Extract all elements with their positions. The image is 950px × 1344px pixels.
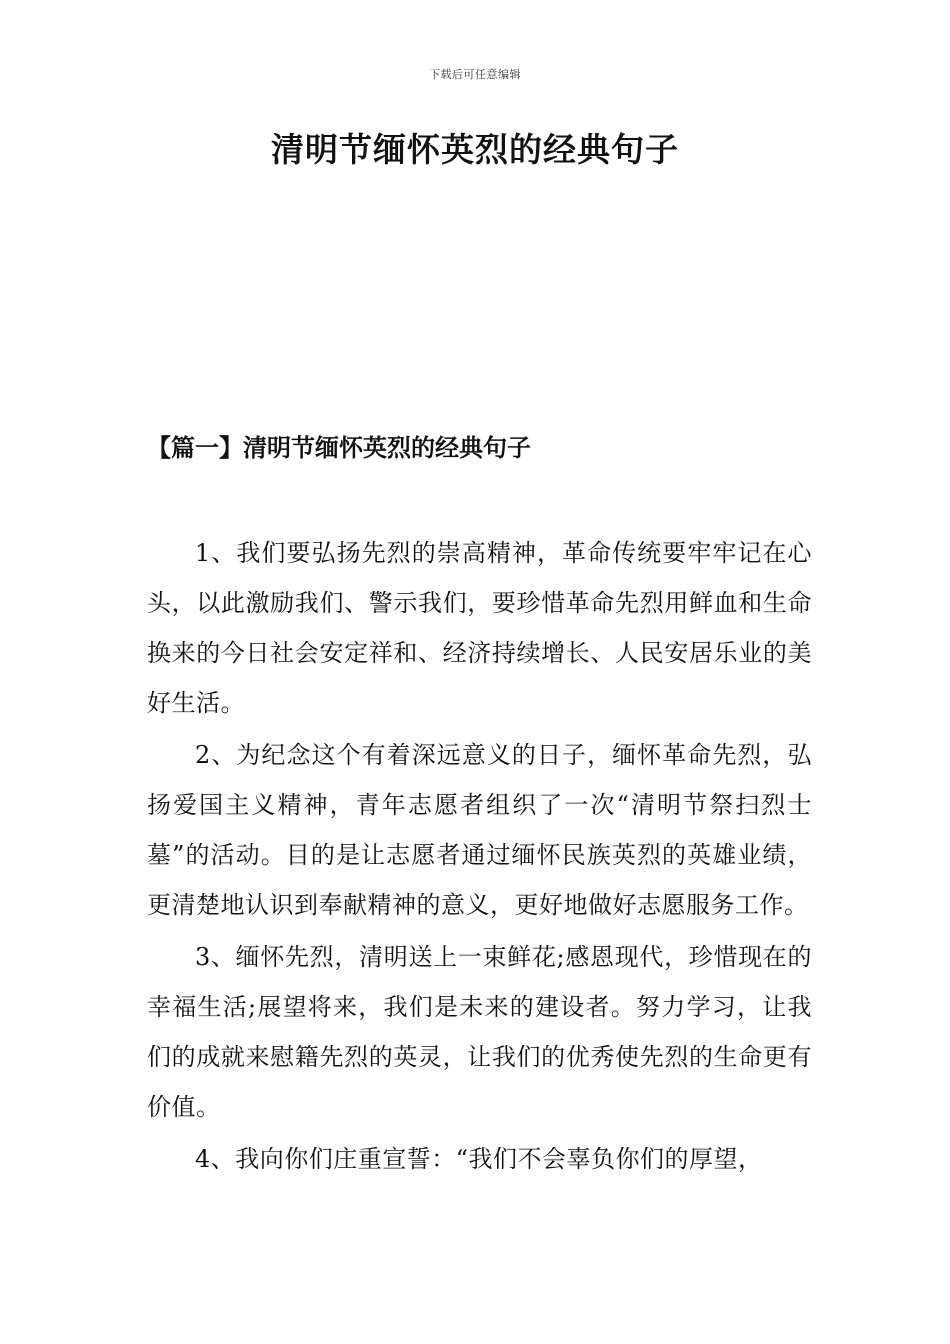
- document-body: [147, 528, 812, 1186]
- document-title: 清明节缅怀英烈的经典句子: [271, 130, 679, 169]
- paragraph-4: 4、我向你们庄重宣誓：“我们不会辜负你们的厚望，: [195, 1145, 763, 1173]
- paragraph-2: 2、为纪念这个有着深远意义的日子，缅怀革命先烈，弘扬爱国主义精神，青年志愿者组织了一次“清明节祭扫烈士墓”的活动。目的是让志愿者通过缅怀民族英烈的英雄业绩，更清楚地认识到奉献精神的意义，更好地做好志愿服务工作。: [147, 741, 812, 919]
- section-heading: 【篇一】清明节缅怀英烈的经典句子: [147, 433, 531, 462]
- download-note: 下载后可任意编辑: [429, 68, 521, 81]
- paragraph-3: 3、缅怀先烈，清明送上一束鲜花;感恩现代，珍惜现在的幸福生活;展望将来，我们是未来的建设者。努力学习，让我们的成就来慰籍先烈的英灵，让我们的优秀使先烈的生命更有价值。: [147, 943, 812, 1121]
- paragraph-1: 1、我们要弘扬先烈的崇高精神，革命传统要牢牢记在心头，以此激励我们、警示我们，要珍惜革命先烈用鲜血和生命换来的今日社会安定祥和、经济持续增长、人民安居乐业的美好生活。: [147, 539, 812, 717]
